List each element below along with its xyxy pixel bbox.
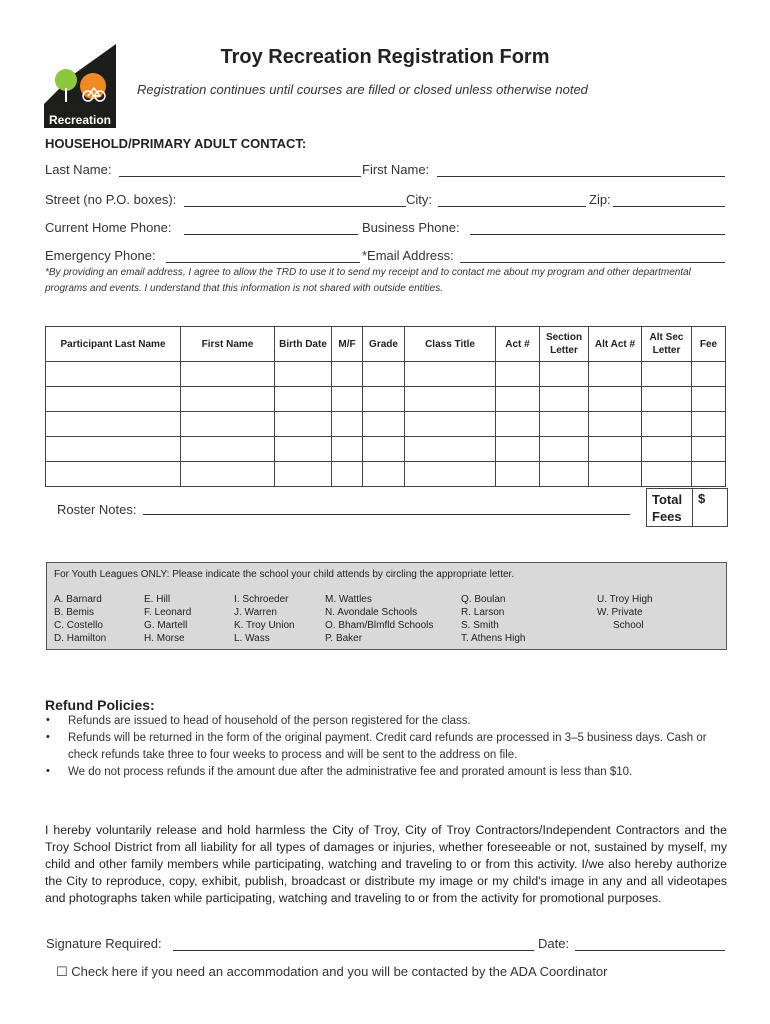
total-fees-label: Total Fees	[652, 492, 683, 524]
home-phone-field[interactable]	[184, 234, 358, 235]
table-cell[interactable]	[363, 362, 405, 387]
home-phone-label: Current Home Phone:	[45, 220, 172, 235]
ada-accommodation	[56, 964, 608, 980]
table-cell[interactable]	[642, 437, 692, 462]
table-cell[interactable]	[540, 387, 589, 412]
school-option[interactable]: K. Troy Union	[234, 620, 295, 631]
table-cell[interactable]	[540, 437, 589, 462]
table-cell[interactable]	[496, 462, 540, 487]
date-label: Date:	[538, 936, 570, 951]
col-header-alt-act-number: Alt Act #	[589, 327, 642, 362]
table-cell[interactable]	[275, 362, 332, 387]
participant-table-header	[46, 327, 726, 362]
table-cell[interactable]	[275, 387, 332, 412]
table-cell[interactable]	[692, 412, 726, 437]
refund-policy-item: We do not process refunds if the amount due after the administrative fee and prorated amount is less than $10.	[68, 766, 633, 778]
table-cell[interactable]	[181, 462, 275, 487]
table-cell[interactable]	[275, 462, 332, 487]
table-cell[interactable]	[589, 387, 642, 412]
table-cell[interactable]	[496, 412, 540, 437]
table-cell[interactable]	[405, 462, 496, 487]
school-option-continuation: School	[613, 620, 644, 631]
school-option[interactable]: G. Martell	[144, 620, 188, 631]
school-option[interactable]: S. Smith	[461, 620, 499, 631]
refund-policy-item: Refunds will be returned in the form of the original payment. Credit card refunds are processed in 3–5 business days. Cash or check refunds take three to four weeks to process and will be sent to the address on file.	[68, 732, 707, 761]
city-field[interactable]	[438, 206, 586, 207]
email-field[interactable]	[460, 262, 725, 263]
school-option[interactable]: N. Avondale Schools	[325, 607, 418, 618]
school-column	[144, 593, 191, 645]
table-cell[interactable]	[332, 387, 363, 412]
page-title: Troy Recreation Registration Form	[220, 46, 550, 68]
col-header-participant-last-name: Participant Last Name	[46, 327, 181, 362]
table-cell[interactable]	[405, 412, 496, 437]
school-option[interactable]: B. Bemis	[54, 607, 95, 618]
ada-accommodation-text: Check here if you need an accommodation and you will be contacted by the ADA Coordinator	[71, 964, 608, 979]
school-option[interactable]: U. Troy High	[597, 594, 653, 605]
household-heading: HOUSEHOLD/PRIMARY ADULT CONTACT:	[45, 136, 307, 151]
table-cell[interactable]	[692, 437, 726, 462]
first-name-label: First Name:	[362, 162, 430, 177]
logo-recreation-text: Recreation	[44, 113, 116, 128]
liability-release-text: I hereby voluntarily release and hold harmless the City of Troy, City of Troy Contractors/Independent Contractors and the Troy School District from all liability for all types of damages or injuries, whether foreseeable or not, sustained by myself, my child and other family members while participating, watching and traveling to or from this activity. I/we also hereby authorize the City to reproduce, copy, exhibit, publish, broadcast or distribute my image or my child's image in any and all videotapes and photographs taken while participating, watching and traveling to or from the activity for promotional purposes.	[45, 823, 727, 905]
city-label: City:	[406, 192, 432, 207]
table-cell[interactable]	[332, 362, 363, 387]
table-cell[interactable]	[540, 362, 589, 387]
zip-field[interactable]	[613, 206, 725, 207]
school-option[interactable]: E. Hill	[144, 594, 171, 605]
table-cell[interactable]	[589, 462, 642, 487]
school-option[interactable]: T. Athens High	[461, 633, 526, 644]
school-column	[597, 593, 653, 632]
bullet-icon: •	[46, 714, 50, 726]
date-field[interactable]	[575, 950, 725, 951]
last-name-field[interactable]	[119, 176, 361, 177]
table-cell[interactable]	[363, 462, 405, 487]
col-header-mf: M/F	[332, 327, 363, 362]
table-cell[interactable]	[405, 362, 496, 387]
table-cell[interactable]	[642, 412, 692, 437]
school-option[interactable]: L. Wass	[234, 633, 270, 644]
last-name-label: Last Name:	[45, 162, 112, 177]
table-cell[interactable]	[642, 387, 692, 412]
table-cell[interactable]	[181, 387, 275, 412]
logo-tree	[55, 69, 77, 91]
school-option[interactable]: W. Private	[597, 607, 643, 618]
table-cell[interactable]	[332, 437, 363, 462]
col-header-alt-sec-letter: Alt Sec Letter	[642, 327, 692, 362]
school-option[interactable]: P. Baker	[325, 633, 363, 644]
table-cell[interactable]	[692, 362, 726, 387]
table-cell[interactable]	[589, 362, 642, 387]
emergency-phone-field[interactable]	[166, 262, 360, 263]
table-cell[interactable]	[332, 412, 363, 437]
participant-table	[45, 326, 726, 487]
school-option[interactable]: D. Hamilton	[54, 633, 107, 644]
school-option[interactable]: H. Morse	[144, 633, 185, 644]
table-cell[interactable]	[589, 412, 642, 437]
table-cell[interactable]	[46, 387, 181, 412]
first-name-field[interactable]	[437, 176, 725, 177]
school-option[interactable]: R. Larson	[461, 607, 505, 618]
table-cell[interactable]	[46, 437, 181, 462]
table-cell[interactable]	[46, 412, 181, 437]
col-header-class-title: Class Title	[405, 327, 496, 362]
table-row	[46, 437, 726, 462]
zip-label: Zip:	[589, 192, 611, 207]
logo-tree-trunk	[65, 88, 67, 102]
table-cell[interactable]	[181, 412, 275, 437]
emergency-phone-label: Emergency Phone:	[45, 248, 156, 263]
school-option[interactable]: J. Warren	[234, 607, 277, 618]
table-row	[46, 412, 726, 437]
page-subtitle: Registration continues until courses are filled or closed unless otherwise noted	[137, 82, 588, 97]
table-cell[interactable]	[363, 437, 405, 462]
table-cell[interactable]	[496, 437, 540, 462]
table-cell[interactable]	[181, 362, 275, 387]
col-header-fee: Fee	[692, 327, 726, 362]
table-cell[interactable]	[589, 437, 642, 462]
table-cell[interactable]	[363, 387, 405, 412]
email-label: *Email Address:	[362, 248, 454, 263]
table-cell[interactable]	[275, 437, 332, 462]
email-consent-note: *By providing an email address, I agree to allow the TRD to use it to send my receipt and to contact me about my program and other departmental programs and events. I understand that this information is not shared with outside entities.	[45, 267, 691, 294]
col-header-act-number: Act #	[496, 327, 540, 362]
school-option[interactable]: A. Barnard	[54, 594, 102, 605]
dollar-sign: $	[698, 491, 706, 506]
table-cell[interactable]	[540, 462, 589, 487]
roster-notes-label: Roster Notes:	[57, 502, 137, 517]
col-header-grade: Grade	[363, 327, 405, 362]
table-cell[interactable]	[496, 362, 540, 387]
school-option[interactable]: O. Bham/Blmfld Schools	[325, 620, 434, 631]
table-cell[interactable]	[405, 387, 496, 412]
table-row	[46, 362, 726, 387]
col-header-birth-date: Birth Date	[275, 327, 332, 362]
table-cell[interactable]	[181, 437, 275, 462]
bullet-icon: •	[46, 765, 50, 777]
school-option[interactable]: F. Leonard	[144, 607, 192, 618]
school-option[interactable]: I. Schroeder	[234, 594, 289, 605]
table-row	[46, 387, 726, 412]
table-cell[interactable]	[692, 462, 726, 487]
signature-label: Signature Required:	[46, 936, 162, 951]
refund-policy-item: Refunds are issued to head of household of the person registered for the class.	[68, 715, 471, 727]
bullet-icon: •	[46, 731, 50, 743]
signature-field[interactable]	[173, 950, 534, 951]
table-cell[interactable]	[642, 462, 692, 487]
table-cell[interactable]	[46, 462, 181, 487]
table-cell[interactable]	[275, 412, 332, 437]
table-cell[interactable]	[540, 412, 589, 437]
school-option[interactable]: C. Costello	[54, 620, 103, 631]
school-option[interactable]: Q. Boulan	[461, 594, 506, 605]
ada-checkbox[interactable]: ☐	[56, 964, 68, 979]
roster-notes-field[interactable]	[143, 514, 630, 515]
table-cell[interactable]	[363, 412, 405, 437]
refund-policies-heading: Refund Policies:	[45, 697, 155, 713]
col-header-section-letter: Section Letter	[540, 327, 589, 362]
table-cell[interactable]	[405, 437, 496, 462]
table-row	[46, 462, 726, 487]
school-column	[325, 593, 433, 645]
school-option[interactable]: M. Wattles	[325, 594, 372, 605]
street-field[interactable]	[184, 206, 406, 207]
table-cell[interactable]	[642, 362, 692, 387]
business-phone-field[interactable]	[470, 234, 725, 235]
table-cell[interactable]	[332, 462, 363, 487]
logo-city-text: CITY OF TROY	[48, 105, 100, 112]
school-column	[54, 593, 106, 645]
business-phone-label: Business Phone:	[362, 220, 460, 235]
street-label: Street (no P.O. boxes):	[45, 192, 177, 207]
school-column	[234, 593, 295, 645]
col-header-first-name: First Name	[181, 327, 275, 362]
school-column	[461, 593, 525, 645]
table-cell[interactable]	[46, 362, 181, 387]
table-cell[interactable]	[692, 387, 726, 412]
table-cell[interactable]	[496, 387, 540, 412]
youth-leagues-instruction: For Youth Leagues ONLY: Please indicate the school your child attends by circling the appropriate letter.	[54, 569, 515, 580]
